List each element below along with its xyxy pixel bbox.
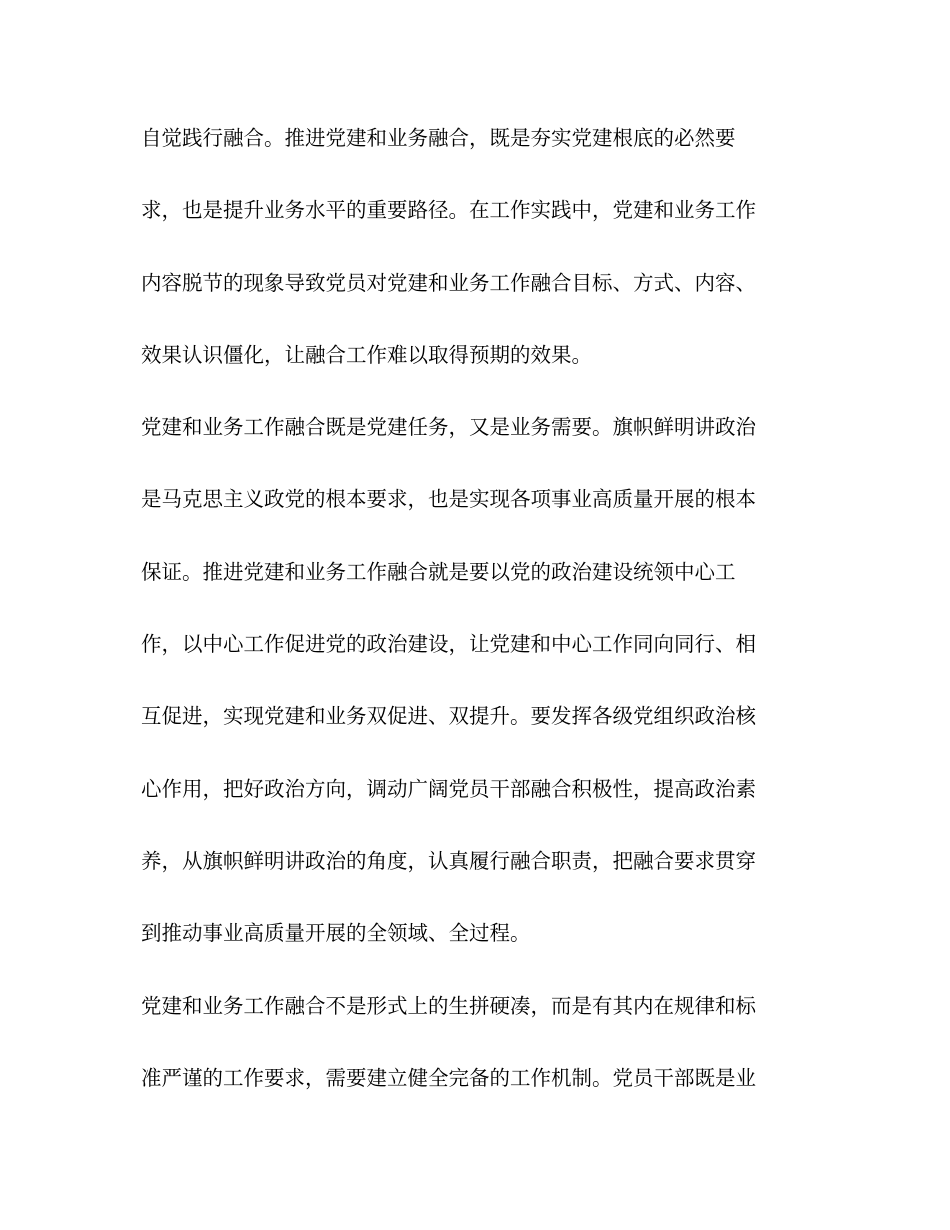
text-line: 作，以中心工作促进党的政治建设，让党建和中心工作同向同行、相 <box>141 632 756 657</box>
text-line: 党建和业务工作融合既是党建任务，又是业务需要。旗帜鲜明讲政治 <box>141 415 756 440</box>
text-line: 准严谨的工作要求，需要建立健全完备的工作机制。党员干部既是业 <box>141 1065 756 1090</box>
text-line: 求，也是提升业务水平的重要路径。在工作实践中，党建和业务工作 <box>141 198 756 223</box>
text-line: 内容脱节的现象导致党员对党建和业务工作融合目标、方式、内容、 <box>141 270 756 295</box>
text-line: 保证。推进党建和业务工作融合就是要以党的政治建设统领中心工 <box>141 559 736 584</box>
body-text <box>141 118 811 1130</box>
text-line: 党建和业务工作融合不是形式上的生拼硬凑，而是有其内在规律和标 <box>141 993 756 1018</box>
text-line: 自觉践行融合。推进党建和业务融合，既是夯实党建根底的必然要 <box>141 126 736 150</box>
text-line: 是马克思主义政党的根本要求，也是实现各项事业高质量开展的根本 <box>141 487 756 512</box>
text-line: 养，从旗帜鲜明讲政治的角度，认真履行融合职责，把融合要求贯穿 <box>141 848 756 873</box>
text-line: 到推动事业高质量开展的全领域、全过程。 <box>141 921 531 946</box>
text-line: 效果认识僵化，让融合工作难以取得预期的效果。 <box>141 342 592 367</box>
text-line: 互促进，实现党建和业务双促进、双提升。要发挥各级党组织政治核 <box>141 704 756 729</box>
text-line: 心作用，把好政治方向，调动广阔党员干部融合积极性，提高政治素 <box>141 776 756 801</box>
